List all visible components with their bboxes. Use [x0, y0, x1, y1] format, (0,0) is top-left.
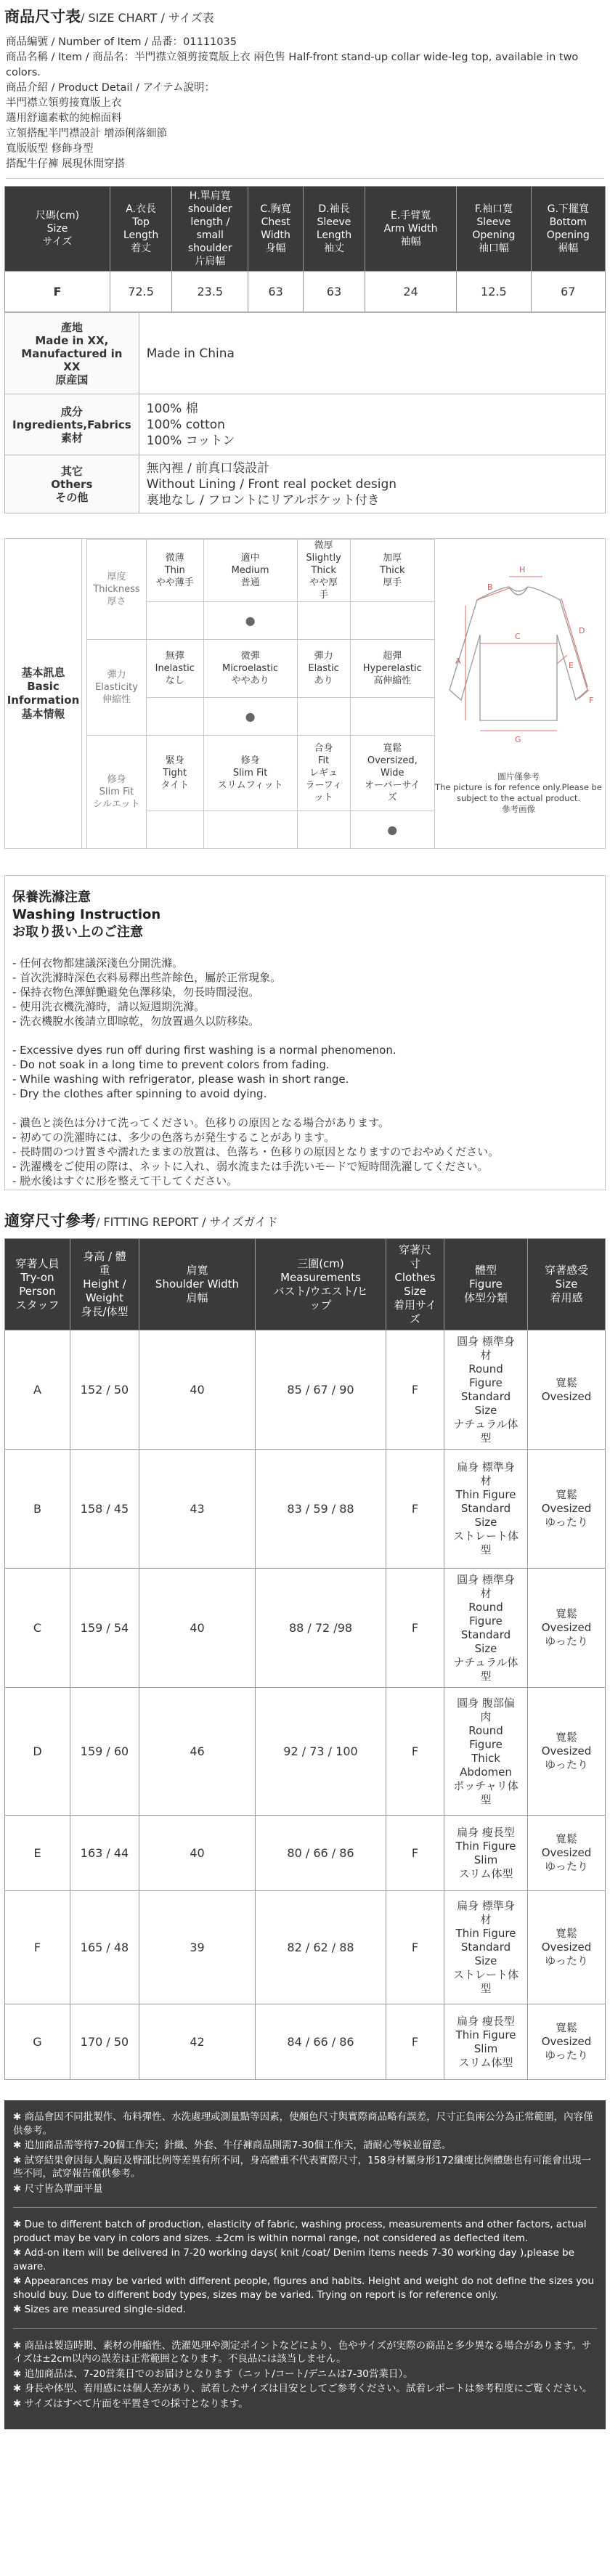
diagram-letter: D	[579, 626, 585, 635]
indicator-empty	[297, 602, 350, 640]
info-line: 搭配牛仔褲 展現休閒穿搭	[6, 158, 126, 170]
others-value: 無內裡 / 前真口袋設計 Without Lining / Front real pocket design 裏地なし / フロントにリアルポケット付き	[139, 455, 605, 513]
bottom-opening-header: G.下擺寬 Bottom Opening 裾幅	[531, 187, 605, 272]
sleeve-length-header: D.袖長 Sleeve Length 袖丈	[303, 187, 365, 272]
divider	[13, 2328, 597, 2329]
fabric-value: 100% 棉 100% cotton 100% コットン	[139, 394, 605, 455]
washing-title-zh: 保養洗滌注意	[12, 890, 91, 905]
measurements-cell: 80 / 66 / 86	[256, 1816, 386, 1891]
shoulder-cell: 46	[139, 1688, 256, 1816]
person-cell: E	[5, 1816, 70, 1891]
washing-line: - 洗濯機をご使用の際は、ネットに入れ、弱水流または手洗いモードで短時間洗濯してください。	[12, 1160, 489, 1173]
size-cell: F	[5, 272, 110, 312]
fitting-row	[5, 1569, 606, 1688]
elasticity-option: 無彈 Inelastic なし	[147, 640, 204, 698]
note-line: ✱ 身長や体型、着用感には個人差があり、試着したサイズは目安としてご参考ください。試着レポートは参考程度にご覧ください。	[13, 2383, 593, 2394]
height-weight-cell: 152 / 50	[70, 1330, 139, 1450]
fitting-title-main: 適穿尺寸參考	[4, 1212, 96, 1230]
indicator-empty	[147, 811, 204, 849]
fit-option: 合身 Fit レギュ ラーフィ ット	[297, 736, 350, 811]
clothes-size-cell: F	[386, 1569, 444, 1688]
washing-body	[12, 956, 598, 1188]
page-title	[0, 0, 610, 33]
shoulder-cell: 42	[139, 2004, 256, 2080]
feel-header: 穿著感受 Size 着用感	[528, 1239, 606, 1330]
indicator-dot: ●	[203, 602, 297, 640]
clothes-size-header: 穿著尺 寸 Clothes Size 着用サイ ズ	[386, 1239, 444, 1330]
size-chart-table	[4, 186, 606, 312]
person-header: 穿著人員 Try-on Person スタッフ	[5, 1239, 70, 1330]
detail-table	[4, 312, 606, 513]
figure-cell: 扁身 標準身 材 Thin Figure Standard Size ストレート体 型	[444, 1891, 528, 2004]
title-sub: / SIZE CHART / サイズ表	[81, 11, 214, 25]
washing-title-en: Washing Instruction	[12, 907, 161, 922]
notes-ja	[13, 2339, 597, 2411]
indicator-empty	[147, 698, 204, 736]
info-line: 立領搭配半門襟設計 增添俐落細節	[6, 128, 168, 139]
washing-line: - 初めての洗濯時には、多少の色落ちが発生することがあります。	[12, 1131, 335, 1144]
fitting-row	[5, 1450, 606, 1569]
clothes-size-cell: F	[386, 1891, 444, 2004]
clothes-size-cell: F	[386, 1816, 444, 1891]
indicator-empty	[297, 811, 350, 849]
notes-en	[13, 2218, 597, 2317]
clothes-size-cell: F	[386, 2004, 444, 2080]
spacer	[12, 1028, 598, 1043]
note-line: ✱ 追加商品は、7-20営業日でのお届けとなります（ニット/コート/デニムは7-30営業日）。	[13, 2368, 413, 2380]
notes-panel	[4, 2100, 606, 2429]
thickness-option: 微厚 Slightly Thick やや厚 手	[297, 540, 350, 602]
garment-sketch-icon	[434, 548, 603, 765]
feel-cell: 寬鬆 Ovesized ゆったり	[528, 1450, 606, 1569]
thickness-option: 微薄 Thin やや薄手	[147, 540, 204, 602]
sleeve-length-cell: 63	[303, 272, 365, 312]
washing-line: - 長時間のつけ置きや濡れたままの放置は、色落ち・色移りの原因となりますのでおやめください。	[12, 1145, 500, 1158]
bottom-opening-cell: 67	[531, 272, 605, 312]
washing-line: - 濃色と淡色は分けて洗ってください。色移りの原因となる場合があります。	[12, 1116, 389, 1129]
arm-width-cell: 24	[365, 272, 457, 312]
figure-cell: 圓身 標準身 材 Round Figure Standard Size ナチュラル体 型	[444, 1569, 528, 1688]
others-row	[5, 455, 606, 513]
info-line: 商品名稱 / Item / 商品名：半門襟立領剪接寬版上衣 兩色售 Half-front stand-up collar wide-leg top, available in two colors.	[6, 52, 579, 78]
shoulder-cell: 40	[139, 1330, 256, 1450]
thickness-option: 適中 Medium 普通	[203, 540, 297, 602]
washing-instruction	[4, 875, 606, 1190]
person-cell: F	[5, 1891, 70, 2004]
figure-cell: 圓身 腹部偏 肉 Round Figure Thick Abdomen ポッチャリ体 型	[444, 1688, 528, 1816]
size-row	[5, 272, 606, 312]
figure-cell: 扁身 瘦長型 Thin Figure Slim スリム体型	[444, 2004, 528, 2080]
diagram-letter: G	[515, 735, 521, 744]
note-line: ✱ Add-on item will be delivered in 7-20 working days( knit /coat/ Denim items needs 7-30 working day ),please be aware.	[13, 2247, 574, 2272]
thickness-row	[87, 540, 435, 602]
washing-title-ja: お取り扱い上のご注意	[12, 925, 143, 940]
elasticity-option: 微彈 Microelastic ややあり	[203, 640, 297, 698]
diagram-letter: F	[589, 696, 594, 705]
fitting-row	[5, 1330, 606, 1450]
info-line: 商品編號 / Number of Item / 品番：01111035	[6, 36, 237, 48]
size-header-row	[5, 187, 606, 272]
notes-zh	[13, 2110, 597, 2195]
indicator-dot: ●	[350, 811, 434, 849]
figure-header: 體型 Figure 体型分類	[444, 1239, 528, 1330]
height-weight-cell: 159 / 54	[70, 1569, 139, 1688]
note-line: ✱ Due to different batch of production, elasticity of fabric, washing process, measurements and other factors, actual product may be vary in colors and sizes. ±2cm is within normal range, not considered as deflected item.	[13, 2219, 587, 2244]
feel-cell: 寬鬆 Ovesized ゆったり	[528, 1891, 606, 2004]
fit-option: 緊身 Tight タイト	[147, 736, 204, 811]
measurements-cell: 84 / 66 / 86	[256, 2004, 386, 2080]
basic-info-table	[86, 539, 435, 849]
washing-line: - 脱水後はすぐに形を整えて干してください。	[12, 1174, 238, 1187]
fitting-header-row	[5, 1239, 606, 1330]
length-header: A.衣長 Top Length 着丈	[110, 187, 172, 272]
washing-line: - 保持衣物色澤鮮艷避免色澤移染，勿長時間浸泡。	[12, 986, 260, 999]
height-weight-cell: 163 / 44	[70, 1816, 139, 1891]
figure-cell: 扁身 標準身 材 Thin Figure Standard Size ストレート体 型	[444, 1450, 528, 1569]
note-line: ✱ Sizes are measured single-sided.	[13, 2304, 186, 2315]
basic-info-label: 基本訊息 Basic Information 基本情報	[5, 539, 82, 848]
note-line: ✱ サイズはすべて片面を平置きでの採寸となります。	[13, 2397, 248, 2410]
note-line: ✱ 試穿結果會因每人胸肩及臀部比例等差異有所不同，身高體重不代表實際尺寸，158身材屬身形172纖瘦比例體態也有可能會出現一些不同，試穿報告僅供參考。	[13, 2154, 592, 2179]
product-info	[0, 33, 610, 172]
size-header: 尺碼(cm) Size サイズ	[5, 187, 110, 272]
washing-line: - 首次洗滌時深色衣料易釋出些許餘色，屬於正常現象。	[12, 971, 282, 984]
washing-line: - Excessive dyes run off during first washing is a normal phenomenon.	[12, 1044, 396, 1057]
person-cell: B	[5, 1450, 70, 1569]
info-line: 選用舒適素軟的純棉面料	[6, 113, 122, 124]
note-line: ✱ Appearances may be varied with different people, figures and habits. Height and weight do not define the sizes you should buy. Due to different body types, sizes may be varied. Trying on report is for reference only.	[13, 2275, 594, 2301]
washing-line: - Do not soak in a long time to prevent colors from fading.	[12, 1058, 330, 1071]
washing-line: - 使用洗衣機洗滌時，請以短週期洗滌。	[12, 1000, 206, 1013]
elasticity-option: 超彈 Hyperelastic 高伸縮性	[350, 640, 434, 698]
fabric-label: 成分 Ingredients,Fabrics 素材	[5, 394, 139, 455]
figure-cell: 扁身 瘦長型 Thin Figure Slim スリム体型	[444, 1816, 528, 1891]
measurements-cell: 85 / 67 / 90	[256, 1330, 386, 1450]
feel-cell: 寬鬆 Ovesized ゆったり	[528, 1816, 606, 1891]
clothes-size-cell: F	[386, 1450, 444, 1569]
washing-line: - While washing with refrigerator, please wash in short range.	[12, 1073, 349, 1086]
elasticity-row	[87, 640, 435, 698]
washing-line: - 洗衣機脫水後請立即晾乾，勿放置過久以防移染。	[12, 1015, 260, 1028]
diagram-letter: B	[487, 582, 493, 592]
fit-option: 修身 Slim Fit スリムフィット	[203, 736, 297, 811]
measurements-cell: 83 / 59 / 88	[256, 1450, 386, 1569]
fitting-row	[5, 2004, 606, 2080]
fit-option: 寬鬆 Oversized, Wide オーバーサイ ズ	[350, 736, 434, 811]
info-line: 商品介紹 / Product Detail / アイテム說明：	[6, 82, 216, 94]
note-line: ✱ 追加商品需等待7-20個工作天；針織、外套、牛仔褲商品則需7-30個工作天，請耐心等候並留意。	[13, 2140, 452, 2151]
indicator-empty	[147, 602, 204, 640]
indicator-empty	[203, 811, 297, 849]
shoulder-cell: 40	[139, 1569, 256, 1688]
others-label: 其它 Others その他	[5, 455, 139, 513]
chest-header: C.胸寬 Chest Width 身幅	[248, 187, 304, 272]
note-line: ✱ 尺寸皆為單面平量	[13, 2182, 103, 2195]
feel-cell: 寬鬆 Ovesized ゆったり	[528, 1569, 606, 1688]
length-cell: 72.5	[110, 272, 172, 312]
clothes-size-cell: F	[386, 1688, 444, 1816]
height-weight-cell: 159 / 60	[70, 1688, 139, 1816]
shoulder-cell: 23.5	[172, 272, 248, 312]
divider	[13, 2207, 597, 2208]
shoulder-cell: 43	[139, 1450, 256, 1569]
diagram-letter: A	[455, 657, 461, 666]
origin-value: Made in China	[139, 313, 605, 394]
diagram-letter: C	[515, 632, 521, 641]
note-line: ✱ 商品會因不同批製作、布料彈性、水洗處理或測量點等因素，使顏色尺寸與實際商品略有誤差，尺寸正負兩公分為正常範圍，內容僅供參考。	[13, 2111, 593, 2137]
thickness-option: 加厚 Thick 厚手	[350, 540, 434, 602]
height-weight-cell: 165 / 48	[70, 1891, 139, 2004]
fit-label: 修身 Slim Fit シルエット	[87, 736, 147, 849]
info-line: 半門襟立領剪接寬版上衣	[6, 97, 122, 109]
fitting-title-sub: / FITTING REPORT / サイズガイド	[96, 1215, 278, 1229]
measurements-cell: 82 / 62 / 88	[256, 1891, 386, 2004]
fitting-table	[4, 1238, 606, 2080]
fabric-row	[5, 394, 606, 455]
arm-width-header: E.手臂寬 Arm Width 袖幅	[365, 187, 457, 272]
shoulder-cell: 39	[139, 1891, 256, 2004]
measurements-header: 三圍(cm) Measurements バスト/ウエスト/ヒ ップ	[256, 1239, 386, 1330]
fitting-row	[5, 1891, 606, 2004]
note-line: ✱ 商品は製造時期、素材の伸縮性、洗濯処理や測定ポイントなどにより、色やサイズが実際の商品と多少異なる場合があります。サイズは±2cm以内の誤差は正常範囲となります。不良品には該当しません。	[13, 2339, 592, 2365]
height-weight-header: 身高 / 體 重 Height / Weight 身長/体型	[70, 1239, 139, 1330]
sleeve-opening-header: F.袖口寬 Sleeve Opening 袖口幅	[457, 187, 531, 272]
spacer	[12, 1101, 598, 1116]
shoulder-header: H.單肩寬 shoulder length / small shoulder 片肩幅	[172, 187, 248, 272]
divider	[6, 178, 604, 179]
height-weight-cell: 170 / 50	[70, 2004, 139, 2080]
person-cell: D	[5, 1688, 70, 1816]
thickness-label: 厚度 Thickness 厚さ	[87, 540, 147, 640]
title-main: 商品尺寸表	[4, 8, 81, 25]
fit-row	[87, 736, 435, 811]
elasticity-label: 彈力 Elasticity 伸縮性	[87, 640, 147, 736]
elasticity-option: 彈力 Elastic あり	[297, 640, 350, 698]
clothes-size-cell: F	[386, 1330, 444, 1450]
info-line: 寬版版型 修飾身型	[6, 143, 94, 155]
person-cell: C	[5, 1569, 70, 1688]
person-cell: A	[5, 1330, 70, 1450]
measurements-cell: 92 / 73 / 100	[256, 1688, 386, 1816]
garment-diagram	[434, 548, 603, 838]
basic-info-panel	[4, 538, 606, 849]
fitting-row	[5, 1688, 606, 1816]
feel-cell: 寬鬆 Ovesized	[528, 1330, 606, 1450]
washing-line: - 任何衣物都建議深淺色分開洗滌。	[12, 956, 184, 970]
measurements-cell: 88 / 72 /98	[256, 1569, 386, 1688]
indicator-empty	[350, 698, 434, 736]
shoulder-width-header: 肩寬 Shoulder Width 肩幅	[139, 1239, 256, 1330]
origin-row	[5, 313, 606, 394]
diagram-letter: E	[569, 661, 574, 670]
figure-cell: 圓身 標準身 材 Round Figure Standard Size ナチュラル体 型	[444, 1330, 528, 1450]
sleeve-opening-cell: 12.5	[457, 272, 531, 312]
feel-cell: 寬鬆 Ovesized ゆったり	[528, 2004, 606, 2080]
indicator-empty	[297, 698, 350, 736]
fitting-title	[4, 1211, 606, 1232]
origin-label: 產地 Made in XX, Manufactured in XX 原産国	[5, 313, 139, 394]
height-weight-cell: 158 / 45	[70, 1450, 139, 1569]
shoulder-cell: 40	[139, 1816, 256, 1891]
feel-cell: 寬鬆 Ovesized ゆったり	[528, 1688, 606, 1816]
fitting-row	[5, 1816, 606, 1891]
diagram-caption: 圖片僅參考 The picture is for refence only.Please be subject to the actual product. 參考画像	[435, 771, 602, 814]
indicator-empty	[350, 602, 434, 640]
person-cell: G	[5, 2004, 70, 2080]
washing-line: - Dry the clothes after spinning to avoid dying.	[12, 1087, 267, 1100]
indicator-dot: ●	[203, 698, 297, 736]
diagram-letter: H	[519, 565, 526, 574]
chest-cell: 63	[248, 272, 304, 312]
